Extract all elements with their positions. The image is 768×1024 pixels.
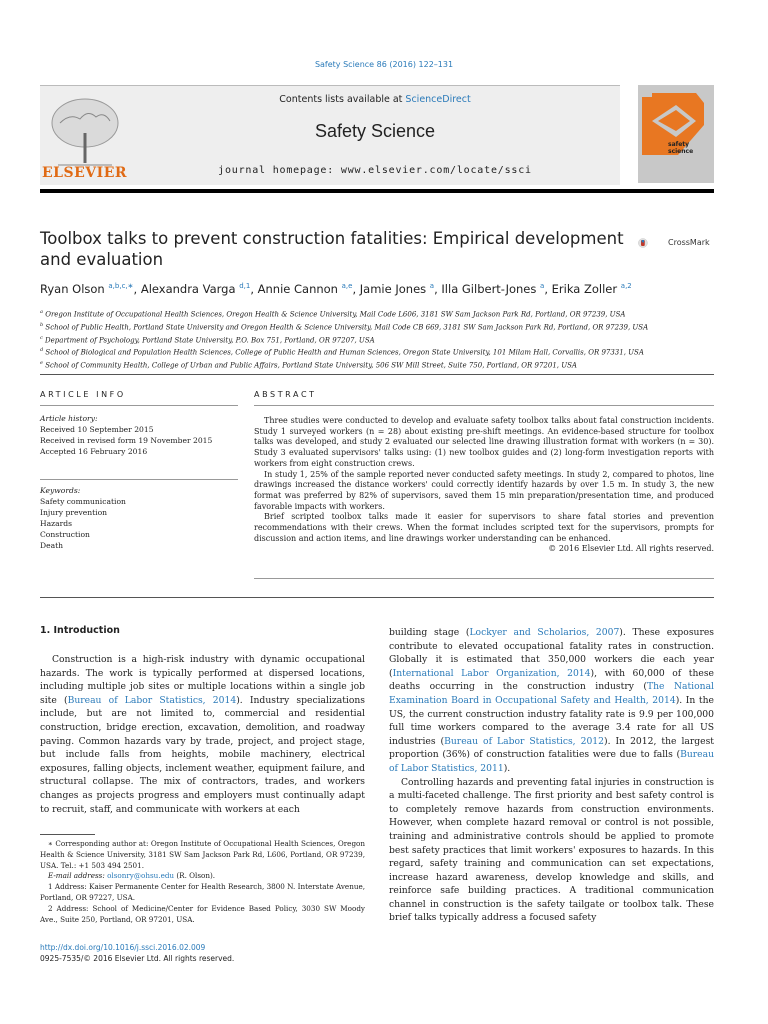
citation-link[interactable]: The National Examination Board in Occupational Safety and Health, 2014 — [389, 681, 714, 706]
abstract-body — [254, 416, 714, 555]
text-run: ). Industry specializations include, but are not limited to, commercial and residential construction, bridge erection, excavation, demolition, and roadway paving. Common hazards vary by trade, project, and project stage, but include falls from heights, mobile machinery, electrical exposures, falling objects, inclement weather, equipment failure, and structural collapse. The mix of contractors, trades, and workers changes as projects progress and employers must continually adapt to recruit, staff, and communicate with workers at each — [40, 694, 366, 815]
footnote — [40, 882, 365, 904]
author-affiliation-marker[interactable]: d,1 — [239, 282, 251, 291]
divider — [40, 597, 714, 598]
affiliation-key: c — [40, 334, 43, 341]
cover-title: safety science — [668, 141, 694, 155]
author-name: Ryan Olson — [40, 282, 109, 296]
article-history — [40, 413, 240, 457]
author-separator: , — [434, 282, 442, 296]
keywords-label: Keywords: — [40, 486, 81, 495]
text-run: E-mail address: — [48, 871, 108, 881]
text-run: ∗ Corresponding author at: Oregon Institute of Occupational Health Sciences, Oregon Health & Science University, 3181 SW Sam Jackson Park Rd, L606, Portland, OR 97239, USA. Tel.: +1 503 494 2501. — [40, 839, 365, 870]
author-name: Annie Cannon — [257, 282, 342, 296]
contents-line — [130, 94, 620, 105]
affiliation-text: Department of Psychology, Portland State University, P.O. Box 751, Portland, OR 97207, USA — [42, 335, 375, 344]
divider — [254, 405, 714, 406]
abstract-paragraph: Three studies were conducted to develop and evaluate safety toolbox talks about fatal construction incidents. Study 1 surveyed workers (n = 28) about existing pre-shift meetings. An evidence-based structure for toolbox talks was developed, and study 2 evaluated our selected line drawing illustration format with workers (n = 30). Study 3 evaluated supervisors' talks using: (1) new toolbox guides and (2) long-form investigation reports with workers from eight construction crews. — [254, 416, 714, 468]
text-run: Controlling hazards and preventing fatal injuries in construction is a multi-faceted challenge. The first priority and best safety control is to completely remove hazards from construction environments. However, when complete hazard removal or control is not possible, training and administrative controls should be applied to promote best safety practices that limit workers' exposures to hazards. In this regard, safety training and communication can set expectations, increase hazard awareness, develop knowledge and skills, and reinforce safe building practices. A traditional communication channel in construction is the safety tailgate or toolbox talk. These brief talks typically address a focused safety — [389, 776, 714, 924]
cover-art — [638, 85, 714, 183]
text-run: 1 Address: Kaiser Permanente Center for Health Research, 3800 N. Interstate Avenue, Portland, OR 97227, USA. — [40, 882, 365, 902]
author-affiliation-marker[interactable]: a,2 — [620, 282, 632, 291]
section-title: 1. Introduction — [40, 625, 120, 636]
author-separator: , — [544, 282, 552, 296]
body-column-right — [389, 626, 714, 925]
citation-link[interactable]: International Labor Organization, 2014 — [392, 667, 591, 679]
citation-link[interactable]: Bureau of Labor Statistics, 2012 — [444, 735, 604, 747]
author-affiliation-marker[interactable]: a,b,c,∗ — [108, 282, 134, 291]
keywords — [40, 485, 240, 551]
affiliation-item — [40, 333, 730, 346]
text-run: ). In 2012, the largest proportion (36%) of construction fatalities were due to falls ( — [389, 735, 714, 761]
text-run: ). In the US, the current construction industry fatality rate is 9.9 per 100,000 full time workers compared to the average 3.4 rate for all US industries ( — [389, 694, 714, 747]
abstract-paragraph: In study 1, 25% of the sample reported never conducted safety meetings. In study 2, compared to photos, line drawings increased the distance workers' could correctly identify hazards by over 1.5 m. In study 3, the new format was preferred by 82% of supervisors, saved them 15 min preparation/presentation time, and produced favorable impacts with workers. — [254, 469, 714, 511]
footnotes — [40, 839, 365, 925]
journal-citation[interactable]: Safety Science 86 (2016) 122–131 — [314, 60, 454, 69]
body-column-left — [40, 653, 365, 816]
sciencedirect-link[interactable]: ScienceDirect — [405, 94, 471, 105]
divider — [254, 578, 714, 579]
author-separator: , — [133, 282, 141, 296]
history-item: Accepted 16 February 2016 — [40, 447, 148, 456]
affiliation-text: School of Public Health, Portland State University and Oregon Health & Science University, Mail Code CB 669, 3181 SW Sam Jackson Park Rd, Portland, OR 97239, USA — [43, 323, 649, 332]
abstract-copyright: © 2016 Elsevier Ltd. All rights reserved. — [548, 544, 714, 554]
body-paragraph — [389, 626, 714, 776]
affiliation-text: School of Biological and Population Health Sciences, College of Public Health and Human Sciences, Oregon State University, 101 Milam Hall, Corvallis, OR 97331, USA — [43, 348, 644, 357]
text-run: ). These exposures contribute to elevated occupational fatality rates in construction. Globally it is estimated that 350,000 workers die each year ( — [389, 627, 714, 679]
author-separator: , — [250, 282, 258, 296]
keyword-item: Injury prevention — [40, 508, 108, 517]
affiliation-item — [40, 307, 730, 320]
author-list — [40, 282, 720, 296]
author-name: Illa Gilbert-Jones — [441, 282, 541, 296]
doi-link[interactable]: http://dx.doi.org/10.1016/j.ssci.2016.02.009 — [40, 943, 206, 952]
bottom-info — [40, 942, 365, 964]
citation-link[interactable]: Bureau of Labor Statistics, 2014 — [67, 694, 237, 706]
keyword-item: Safety communication — [40, 497, 126, 506]
divider — [40, 479, 238, 480]
text-run: building stage ( — [389, 627, 470, 638]
text-run: ). — [503, 762, 511, 774]
footnote-rule — [40, 834, 95, 835]
affiliation-key: a — [40, 309, 43, 315]
affiliation-item — [40, 358, 730, 371]
affiliation-key: e — [40, 360, 43, 367]
abstract-paragraph: Brief scripted toolbox talks made it easier for supervisors to share fatal stories and prevention recommendations with their crews. When the format includes scripted text for the supervisors, prompts for discussion and action items, and line drawings worker understanding can be enhanced. — [254, 512, 714, 543]
text-run: 2 Address: School of Medicine/Center for Evidence Based Policy, 3030 SW Moody Ave., Suite 250, Portland, OR 97201, USA. — [40, 903, 365, 924]
citation-link[interactable]: olsonry@ohsu.edu — [107, 871, 175, 881]
elsevier-wordmark[interactable]: ELSEVIER — [42, 165, 128, 181]
citation-link[interactable]: Lockyer and Scholarios, 2007 — [469, 627, 620, 638]
journal-homepage[interactable]: journal homepage: www.elsevier.com/locate/ssci — [218, 165, 532, 176]
abstract-heading: ABSTRACT — [254, 390, 317, 399]
footnote — [40, 904, 365, 926]
divider — [40, 405, 238, 406]
keyword-item: Death — [40, 541, 64, 550]
journal-cover[interactable] — [638, 85, 714, 183]
text-run: Construction is a high-risk industry with dynamic occupational hazards. The work is typically performed at dispersed locations, including multiple job sites or multiple locations within a single job site ( — [40, 654, 365, 706]
author-name: Erika Zoller — [551, 282, 621, 296]
contents-prefix: Contents lists available at — [279, 94, 406, 105]
author-separator: , — [352, 282, 360, 296]
crossmark-icon[interactable] — [638, 230, 668, 256]
author-affiliation-marker[interactable]: a — [540, 282, 545, 291]
history-item: Received 10 September 2015 — [40, 425, 154, 434]
affiliation-key: b — [40, 321, 44, 328]
body-paragraph — [389, 776, 714, 926]
affiliation-item — [40, 345, 730, 358]
history-item: Received in revised form 19 November 2015 — [40, 436, 213, 445]
journal-title: Safety Science — [314, 121, 436, 141]
body-paragraph — [40, 653, 365, 816]
author-name: Jamie Jones — [359, 282, 430, 296]
footnote — [40, 871, 365, 882]
crossmark-label[interactable]: CrossMark — [668, 238, 710, 247]
keyword-item: Construction — [40, 530, 90, 539]
header-rule — [40, 189, 714, 193]
author-name: Alexandra Varga — [140, 282, 240, 296]
text-run: ), with 60,000 of these deaths occurring in the construction industry ( — [389, 667, 714, 693]
article-info-heading: ARTICLE INFO — [40, 390, 126, 399]
affiliation-item — [40, 320, 730, 333]
text-run: (R. Olson). — [174, 871, 216, 881]
affiliation-text: School of Community Health, College of Urban and Public Affairs, Portland State University, 506 SW Mill Street, Suite 750, Portland, OR 97201, USA — [42, 361, 577, 370]
article-title: Toolbox talks to prevent construction fatalities: Empirical development and evaluation — [40, 229, 624, 269]
history-label: Article history: — [40, 414, 98, 423]
citation-link[interactable]: Bureau of Labor Statistics, 2011 — [389, 749, 714, 774]
affiliation-list — [40, 307, 730, 371]
divider — [40, 374, 714, 375]
author-affiliation-marker[interactable]: a — [429, 282, 435, 291]
affiliation-text: Oregon Institute of Occupational Health Sciences, Oregon Health & Science University, Mail Code L606, 3181 SW Sam Jackson Park Rd, Portland, OR 97239, USA — [42, 310, 626, 319]
author-affiliation-marker[interactable]: a,e — [341, 282, 353, 291]
issn-line: 0925-7535/© 2016 Elsevier Ltd. All rights reserved. — [40, 954, 235, 963]
footnote — [40, 839, 365, 871]
keyword-item: Hazards — [40, 519, 73, 528]
affiliation-key: d — [40, 347, 44, 354]
